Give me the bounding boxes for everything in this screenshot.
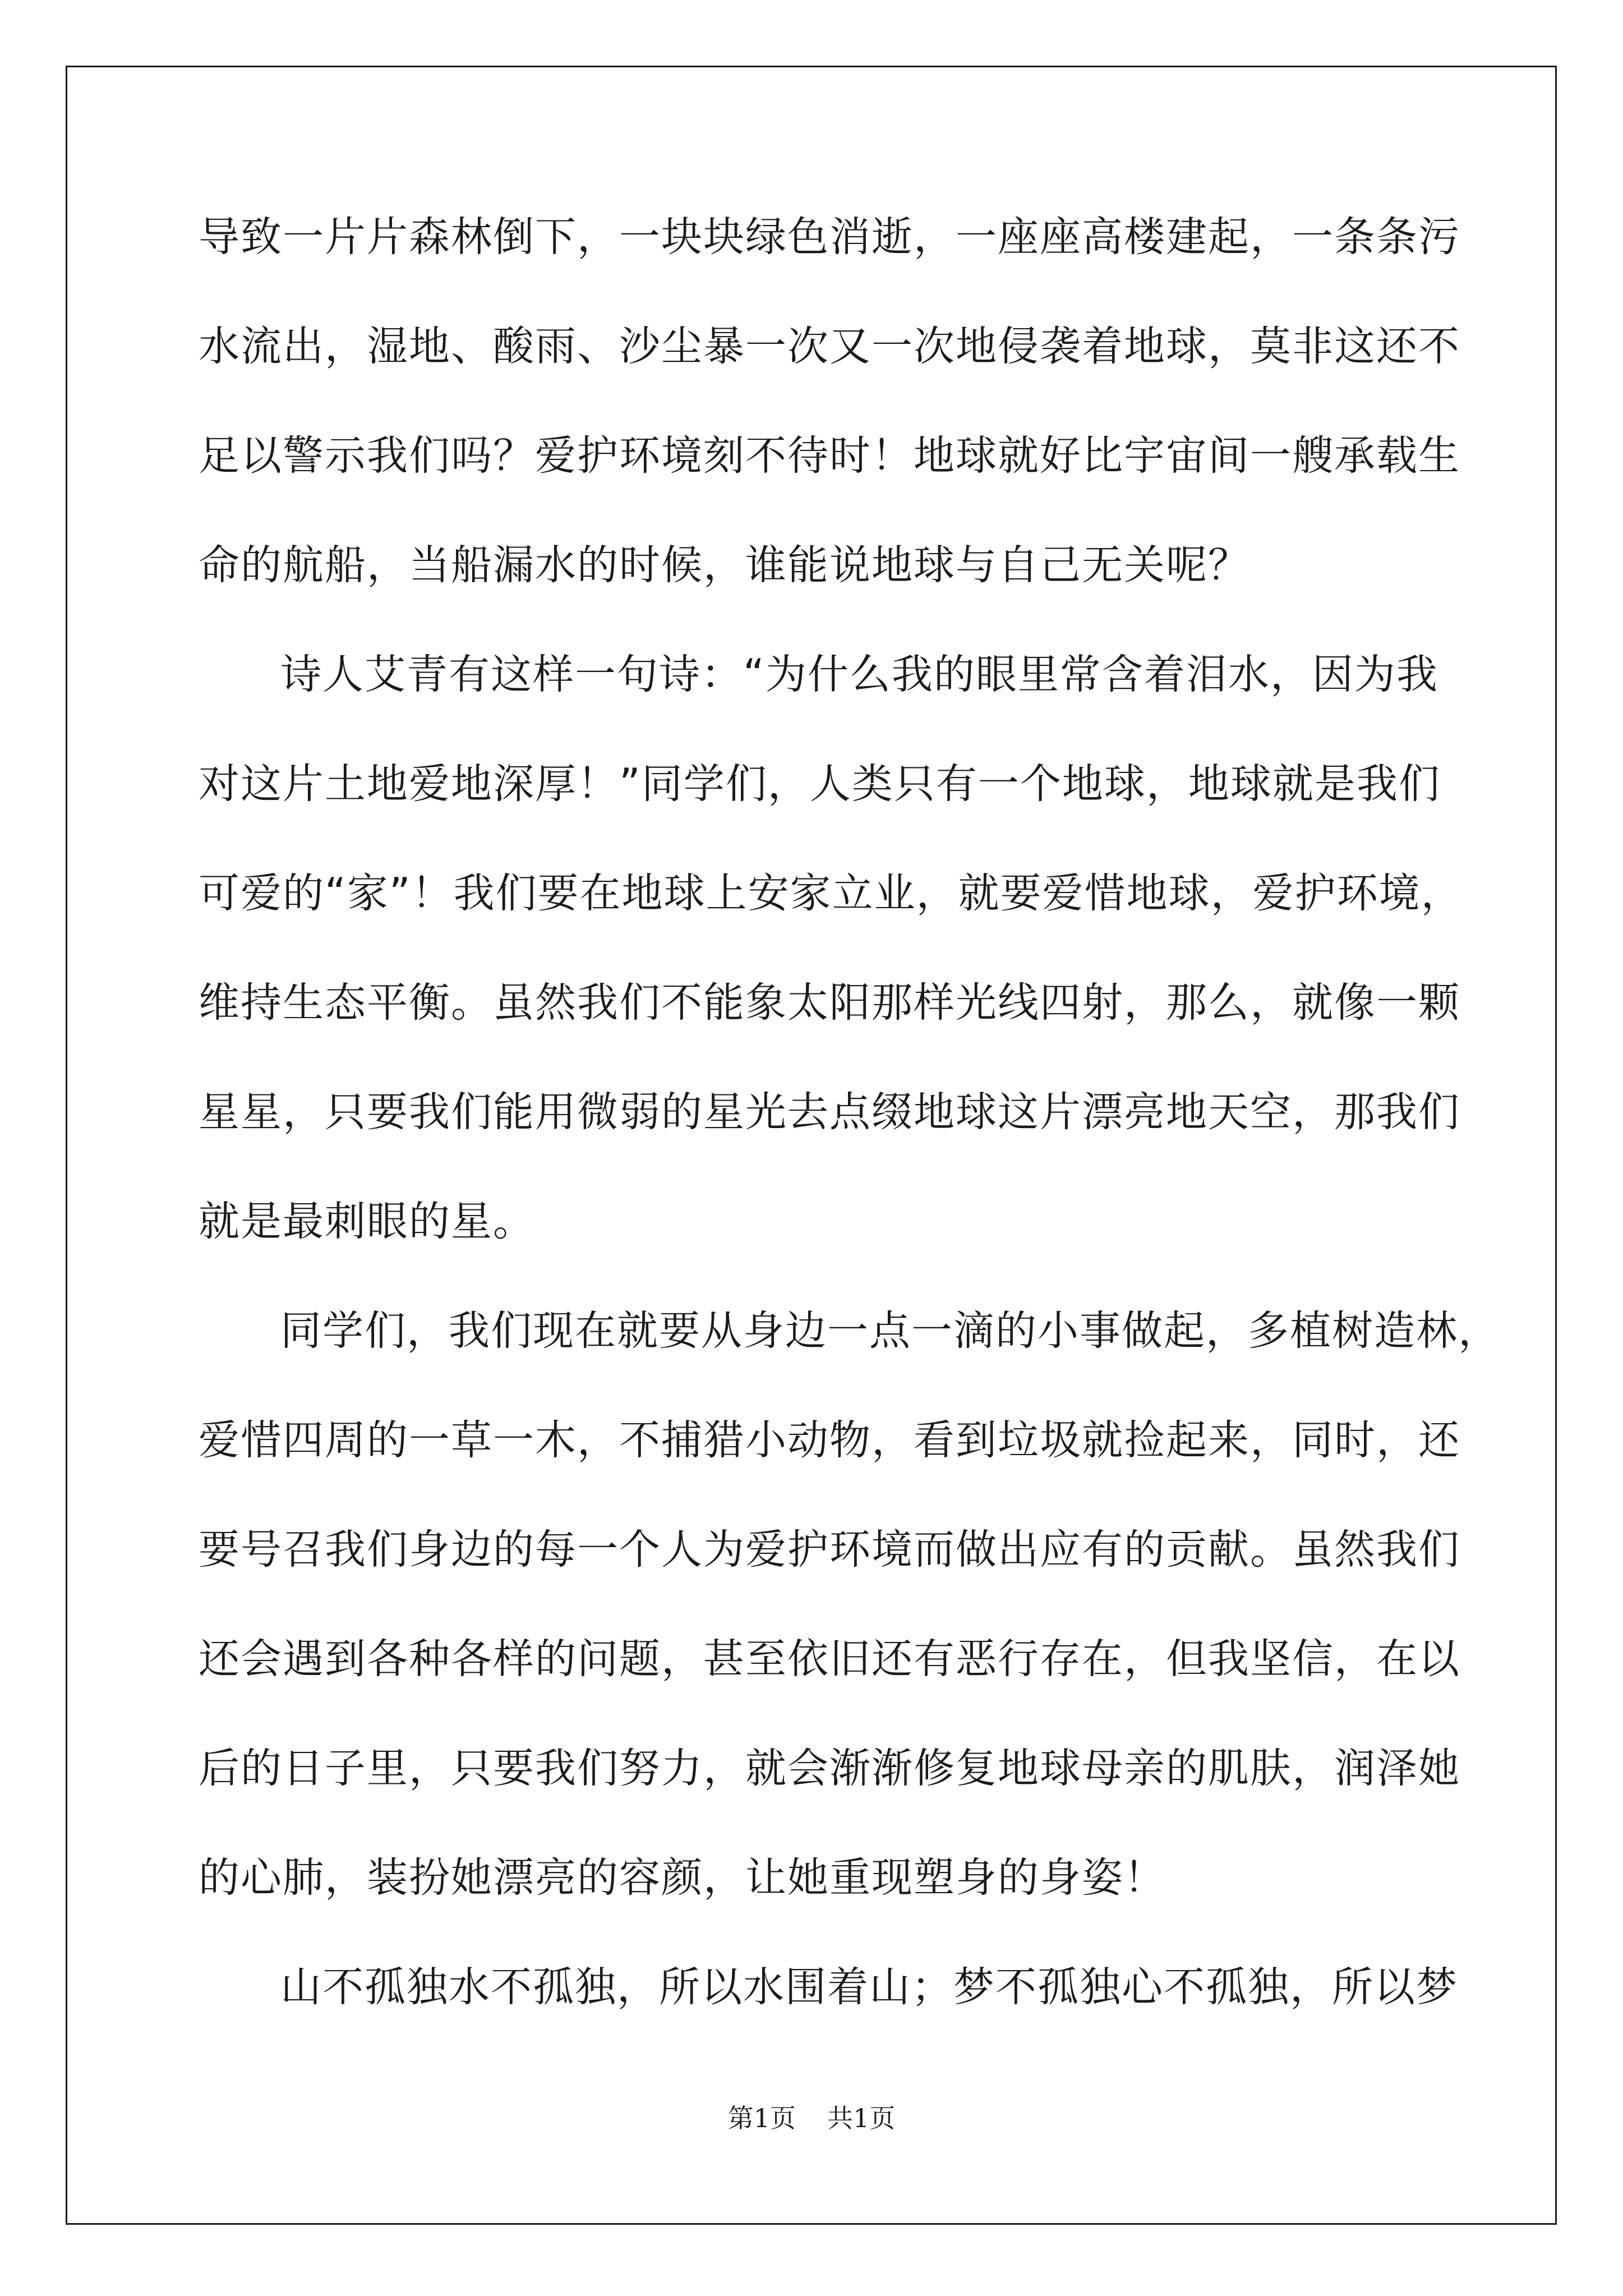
paragraph-4 — [199, 1962, 1458, 2072]
text-line: 命的航船，当船漏水的时候，谁能说地球与自己无关呢？ — [199, 541, 1250, 589]
text-line: 可爱的“家”！我们要在地球上安家立业，就要爱惜地球，爱护环境， — [199, 869, 1463, 917]
text-line: 山不孤独水不孤独，所以水围着山；梦不孤独心不孤独，所以梦 — [280, 1963, 1458, 2011]
text-line: 导致一片片森林倒下，一块块绿色消逝，一座座高楼建起，一条条污 — [199, 213, 1460, 261]
text-line: 足以警示我们吗？爱护环境刻不待时！地球就好比宇宙间一艘承载生 — [199, 432, 1460, 480]
text-line: 维持生态平衡。虽然我们不能象太阳那样光线四射，那么，就像一颗 — [199, 979, 1460, 1027]
text-line: 水流出，湿地、酸雨、沙尘暴一次又一次地侵袭着地球，莫非这还不 — [199, 323, 1460, 370]
text-line: 对这片土地爱地深厚！”同学们，人类只有一个地球，地球就是我们 — [199, 760, 1441, 808]
page-footer — [0, 2098, 1623, 2135]
text-line: 同学们，我们现在就要从身边一点一滴的小事做起，多植树造林， — [280, 1307, 1500, 1355]
paragraph-3 — [199, 1306, 1500, 1962]
text-line: 诗人艾青有这样一句诗：“为什么我的眼里常含着泪水，因为我 — [280, 651, 1438, 698]
document-body — [199, 212, 1500, 2072]
text-line: 的心肺，装扮她漂亮的容颜，让她重现塑身的身姿！ — [199, 1854, 1166, 1902]
text-line: 还会遇到各种各样的问题，甚至依旧还有恶行存在，但我坚信，在以 — [199, 1635, 1460, 1683]
page-number: 第1页 — [727, 2103, 796, 2133]
text-line: 星星，只要我们能用微弱的星光去点缀地球这片漂亮地天空，那我们 — [199, 1088, 1460, 1136]
page-total: 共1页 — [827, 2103, 896, 2133]
paragraph-1 — [199, 212, 1460, 650]
text-line: 爱惜四周的一草一木，不捕猎小动物，看到垃圾就捡起来，同时，还 — [199, 1416, 1460, 1464]
text-line: 就是最刺眼的星。 — [199, 1198, 535, 1245]
paragraph-2 — [199, 650, 1463, 1306]
text-line: 要号召我们身边的每一个人为爱护环境而做出应有的贡献。虽然我们 — [199, 1526, 1460, 1573]
text-line: 后的日子里，只要我们努力，就会渐渐修复地球母亲的肌肤，润泽她 — [199, 1745, 1460, 1792]
